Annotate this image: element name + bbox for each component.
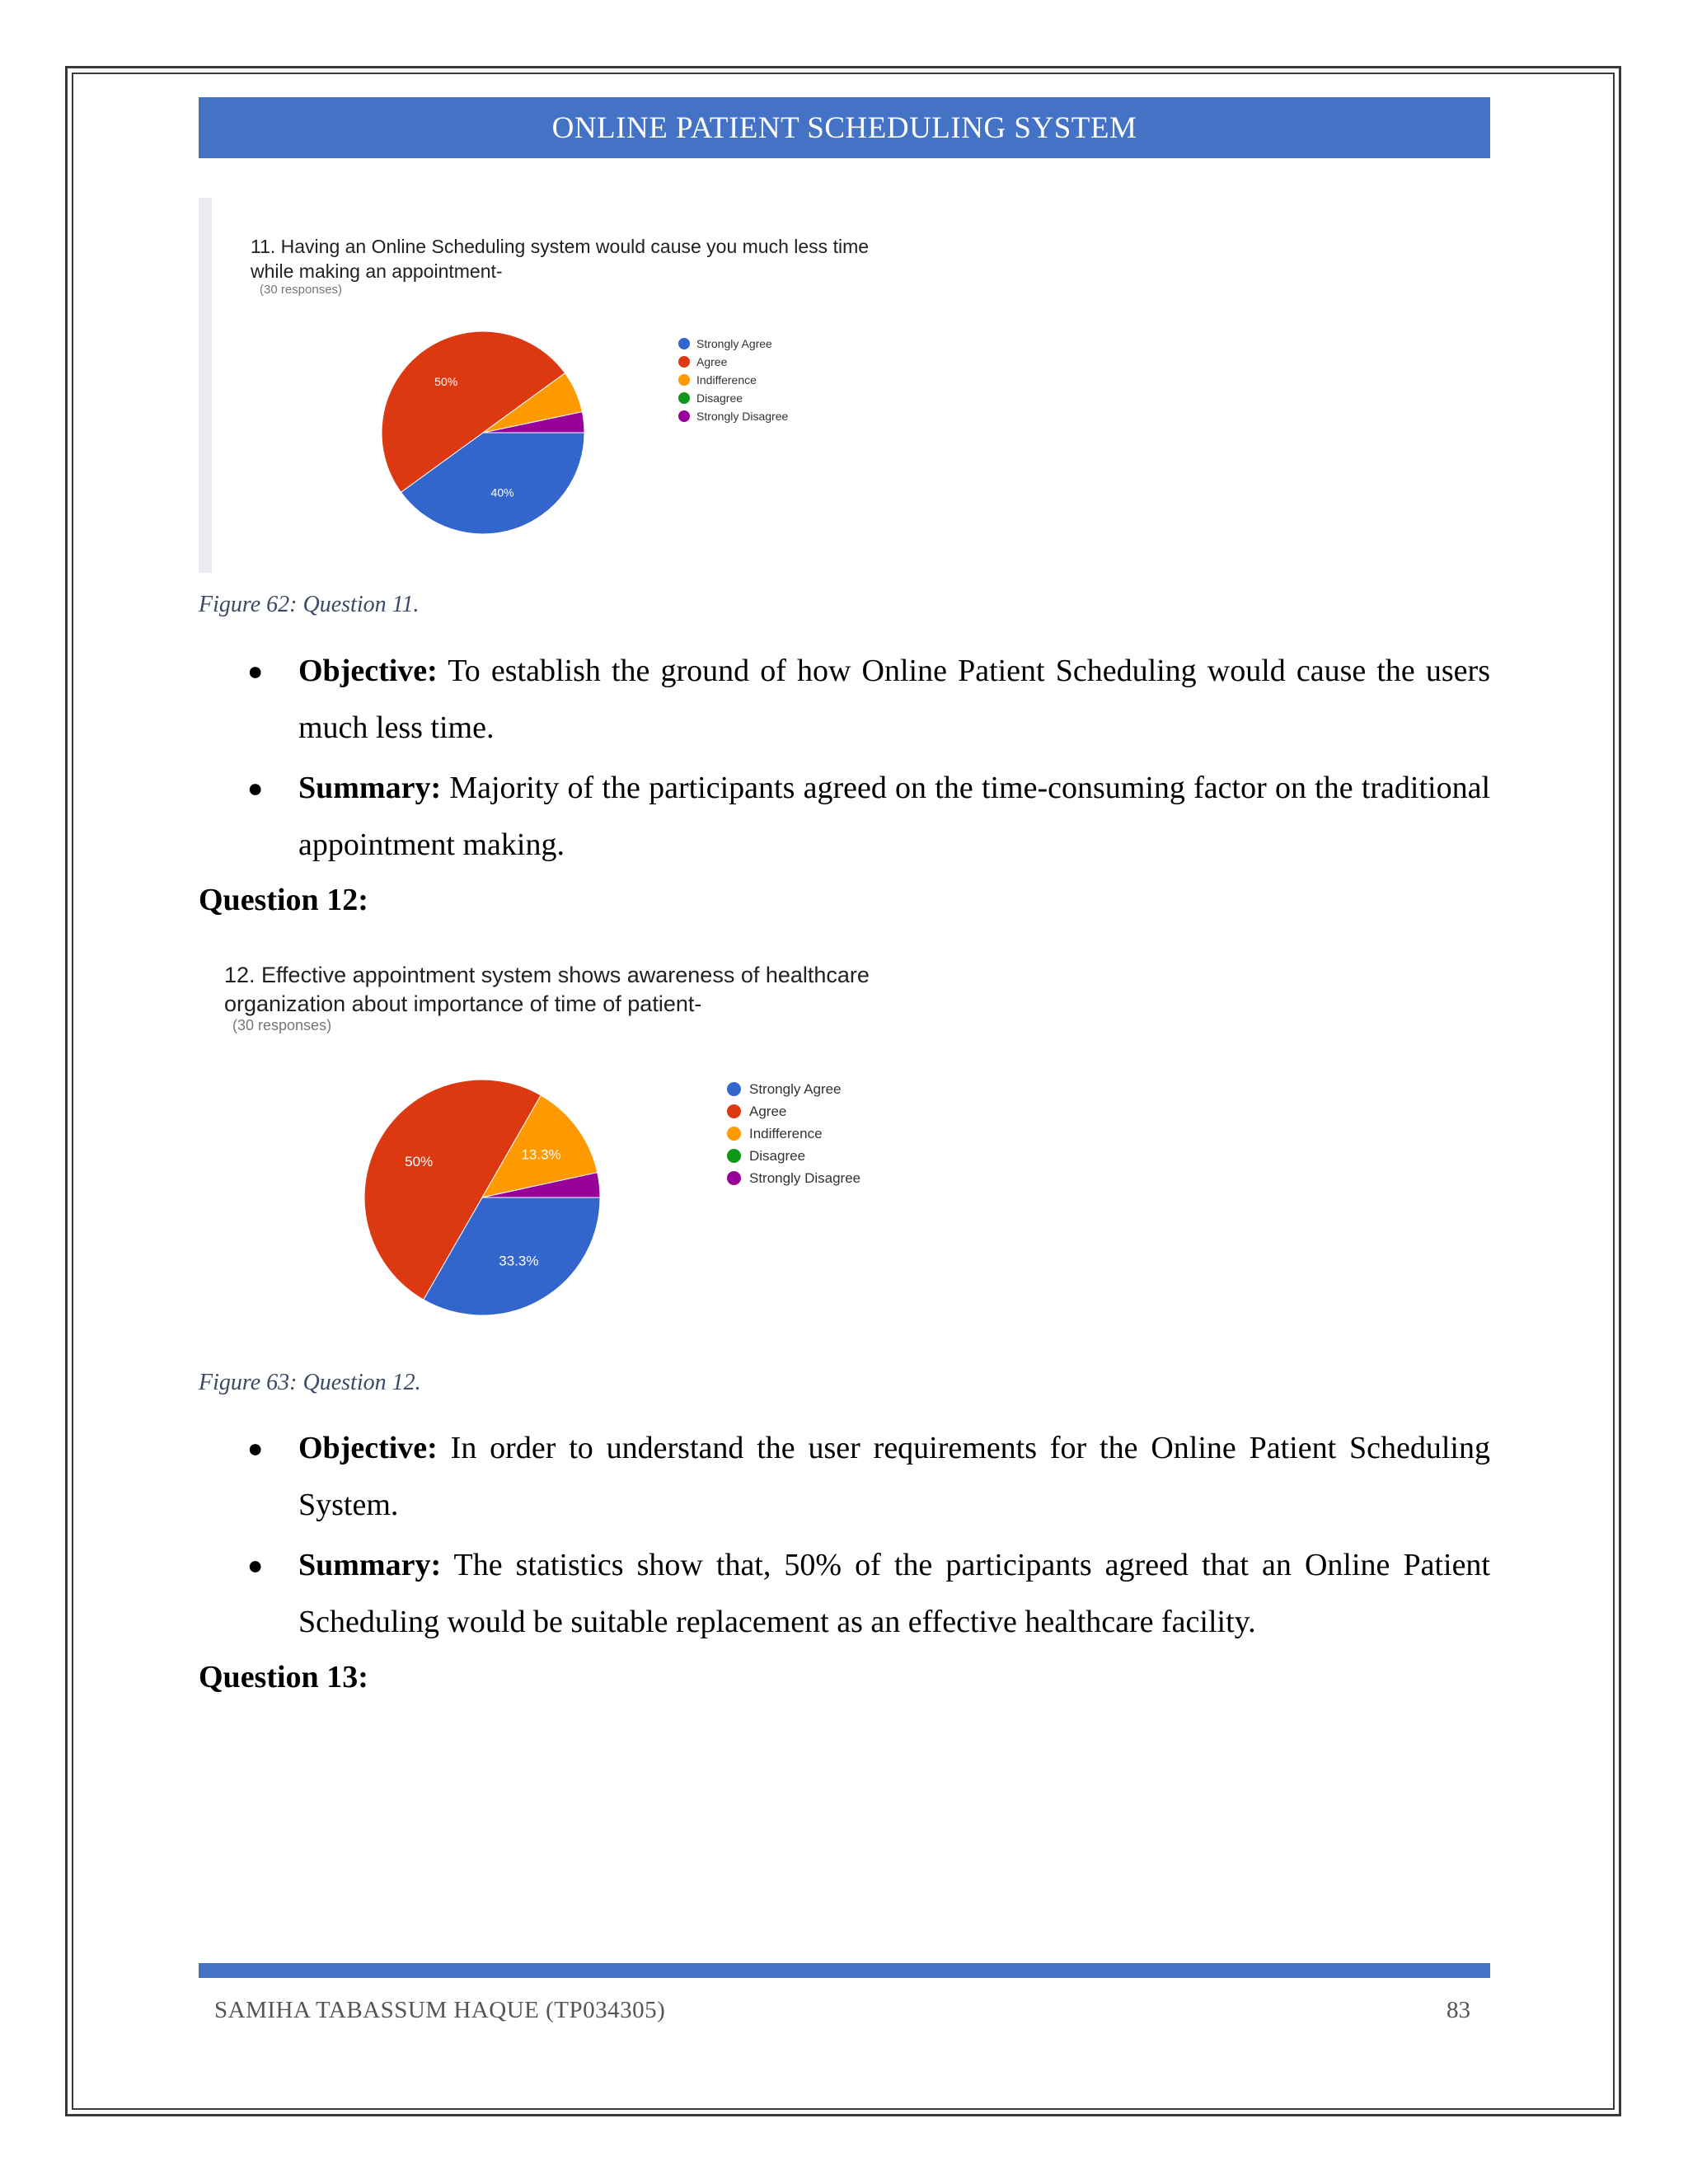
legend-label: Indifference — [749, 1125, 823, 1141]
summary-bullet — [247, 1537, 1490, 1651]
summary-bullet — [247, 760, 1490, 874]
pie-data-label: 50% — [434, 375, 458, 389]
legend-item-agree — [678, 353, 788, 371]
pie-data-label: 13.3% — [521, 1146, 561, 1163]
question-line-1: 11. Having an Online Scheduling system would cause you much less time — [251, 236, 870, 257]
question-12-heading: Question 12: — [199, 883, 368, 917]
question-13-heading: Question 13: — [199, 1660, 368, 1694]
objective-bullet — [247, 1420, 1490, 1534]
response-count: (30 responses) — [260, 283, 343, 297]
form-left-rule — [199, 198, 212, 573]
figure-caption: Figure 62: Question 11. — [199, 592, 420, 617]
legend-item-strongly-disagree — [678, 407, 788, 425]
legend-label: Disagree — [749, 1147, 806, 1164]
legend-dot-icon — [678, 356, 690, 368]
legend-item-indifference — [727, 1122, 860, 1145]
legend-dot-icon — [678, 392, 690, 404]
legend-item-disagree — [727, 1145, 860, 1167]
legend-dot-icon — [678, 374, 690, 386]
legend-item-agree — [727, 1100, 860, 1122]
bullet-icon: ● — [247, 1433, 264, 1463]
legend-label: Strongly Agree — [696, 337, 772, 350]
legend-label: Agree — [749, 1103, 787, 1119]
page-number: 83 — [1447, 1997, 1470, 2023]
figure-63-chart — [214, 954, 915, 1317]
chart-legend — [727, 1078, 860, 1189]
objective-text: In order to understand the user requirements for the Online Patient Scheduling System. — [298, 1431, 1490, 1522]
figure-caption: Figure 63: Question 12. — [199, 1370, 421, 1395]
bullet-icon: ● — [247, 773, 264, 803]
footer-author: SAMIHA TABASSUM HAQUE (TP034305) — [214, 1997, 666, 2023]
objective-label: Objective: — [298, 1431, 438, 1465]
chart-question-title — [251, 235, 869, 284]
legend-dot-icon — [727, 1171, 741, 1185]
legend-label: Strongly Disagree — [749, 1169, 861, 1186]
legend-label: Disagree — [696, 391, 743, 405]
question-line-2: while making an appointment- — [251, 260, 503, 282]
bullet-icon: ● — [247, 1550, 264, 1580]
legend-label: Indifference — [696, 373, 757, 387]
legend-item-strongly-agree — [678, 335, 788, 353]
objective-label: Objective: — [298, 654, 438, 688]
legend-item-indifference — [678, 371, 788, 389]
legend-dot-icon — [727, 1104, 741, 1118]
legend-label: Agree — [696, 355, 728, 368]
chart-question-title — [224, 961, 870, 1019]
objective-text: To establish the ground of how Online Patient Scheduling would cause the users much less time. — [298, 654, 1490, 745]
question-line-2: organization about importance of time of patient- — [224, 991, 702, 1017]
legend-dot-icon — [678, 338, 690, 349]
pie-chart-q11 — [380, 330, 586, 536]
summary-text: The statistics show that, 50% of the participants agreed that an Online Patient Scheduling would be suitable replacement as an effective healthcare facility. — [298, 1548, 1490, 1639]
legend-dot-icon — [727, 1082, 741, 1096]
legend-item-disagree — [678, 389, 788, 407]
chart-legend — [678, 335, 788, 425]
legend-item-strongly-disagree — [727, 1167, 860, 1189]
legend-item-strongly-agree — [727, 1078, 860, 1100]
legend-dot-icon — [727, 1149, 741, 1163]
figure-62-chart — [199, 198, 891, 573]
pie-data-label: 50% — [405, 1153, 434, 1169]
question-line-1: 12. Effective appointment system shows awareness of healthcare — [224, 963, 870, 987]
pie-data-label: 33.3% — [499, 1253, 539, 1269]
legend-dot-icon — [678, 410, 690, 422]
footer-bar — [199, 1963, 1490, 1978]
response-count: (30 responses) — [232, 1017, 332, 1033]
summary-label: Summary: — [298, 1548, 442, 1582]
page-header: ONLINE PATIENT SCHEDULING SYSTEM — [199, 97, 1490, 158]
legend-label: Strongly Agree — [749, 1080, 842, 1097]
bullet-icon: ● — [247, 656, 264, 686]
pie-data-label: 40% — [490, 485, 514, 499]
pie-chart-q12 — [363, 1078, 602, 1317]
legend-label: Strongly Disagree — [696, 410, 789, 423]
legend-dot-icon — [727, 1127, 741, 1141]
objective-bullet — [247, 643, 1490, 757]
summary-label: Summary: — [298, 771, 442, 805]
summary-text: Majority of the participants agreed on the time-consuming factor on the traditional appointment making. — [298, 771, 1491, 862]
